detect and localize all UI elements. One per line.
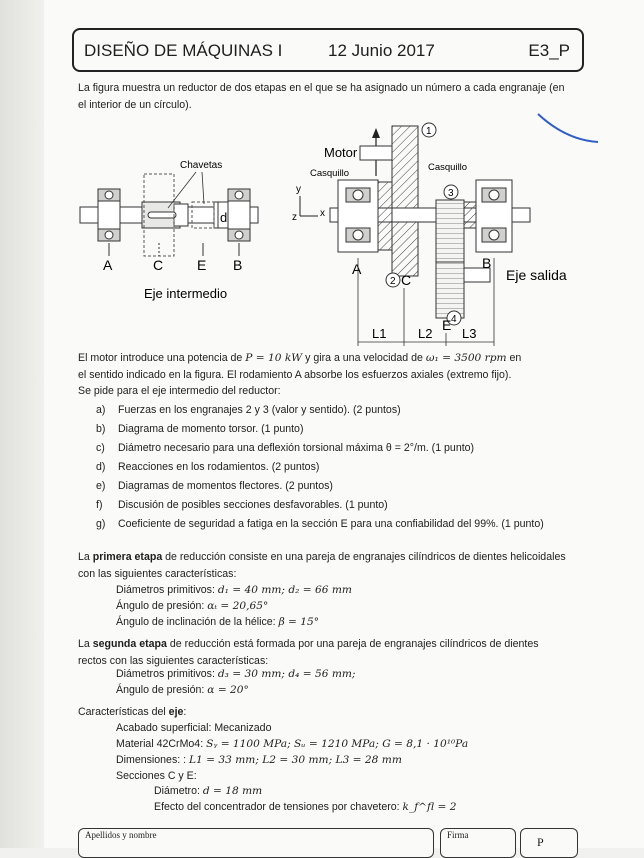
question-d: d) Reacciones en los rodamientos. (2 puntos) xyxy=(96,461,320,473)
left-point-e: E xyxy=(197,257,207,273)
gear-2-label: 2 xyxy=(390,276,396,287)
gear-4-label: 4 xyxy=(451,314,457,325)
shaft-diameter: Diámetro: d = 18 mm xyxy=(154,785,263,797)
dim-d: d xyxy=(220,210,228,225)
name-field[interactable]: Apellidos y nombre xyxy=(78,828,434,858)
shaft-kf: Efecto del concentrador de tensiones por chavetero: k_f^fl = 2 xyxy=(154,801,457,813)
shaft-material: Material 42CrMo4: Sᵧ = 1100 MPa; Sᵤ = 1210 MPa; G = 8,1 · 10¹⁰Pa xyxy=(116,738,469,750)
question-e: e) Diagramas de momentos flectores. (2 puntos) xyxy=(96,480,333,492)
label-casquillo-right: Casquillo xyxy=(428,162,468,173)
axis-x: x xyxy=(320,208,325,219)
stage1-intro: La primera etapa de reducción consiste en una pareja de engranajes cilíndricos de dientes helicoidales con las siguientes características: xyxy=(78,551,566,580)
stage1-diameters: Diámetros primitivos: d₁ = 40 mm; d₂ = 66 mm xyxy=(116,584,352,596)
page-shadow xyxy=(0,0,44,848)
left-point-c: C xyxy=(153,257,164,273)
right-point-a: A xyxy=(352,261,362,277)
power-value: P = 10 kW xyxy=(245,352,303,364)
intro-paragraph: La figura muestra un reductor de dos etapas en el que se ha asignado un número a cada engranaje (en el interior de un círculo). xyxy=(78,82,565,111)
speed-value: ω₁ = 3500 rpm xyxy=(425,352,507,364)
label-motor: Motor xyxy=(324,145,358,160)
question-a: a) Fuerzas en los engranajes 2 y 3 (valor y sentido). (2 puntos) xyxy=(96,404,401,416)
left-point-b: B xyxy=(233,257,243,273)
right-point-b: B xyxy=(482,255,492,271)
axis-y: y xyxy=(296,184,301,195)
label-casquillo-left: Casquillo xyxy=(310,168,350,179)
stage1-helix-angle: Ángulo de inclinación de la hélice: β = 15° xyxy=(116,616,320,628)
reducer-assembly-drawing xyxy=(292,123,567,346)
page-box: P xyxy=(520,828,578,858)
gear-1-label: 1 xyxy=(426,126,432,137)
stage2-pressure-angle: Ángulo de presión: α = 20° xyxy=(116,684,249,696)
label-eje-salida: Eje salida xyxy=(506,267,567,283)
dim-l2: L2 xyxy=(418,326,433,341)
course-title: DISEÑO DE MÁQUINAS I xyxy=(84,41,283,60)
axis-z: z xyxy=(292,212,297,223)
question-c: c) Diámetro necesario para una deflexión torsional máxima θ = 2°/m. (1 punto) xyxy=(96,442,475,454)
stage2-diameters: Diámetros primitivos: d₃ = 30 mm; d₄ = 56 mm; xyxy=(116,668,356,680)
intermediate-shaft-drawing xyxy=(80,160,258,301)
left-point-a: A xyxy=(103,257,113,273)
right-point-c: C xyxy=(401,272,412,288)
shaft-title: Características del eje: xyxy=(78,706,187,718)
exam-header xyxy=(72,28,584,72)
question-f: f) Discusión de posibles secciones desfavorables. (1 punto) xyxy=(96,499,388,511)
right-point-e: E xyxy=(442,317,452,333)
dim-l3: L3 xyxy=(462,326,477,341)
gear-3-label: 3 xyxy=(448,188,454,199)
left-caption: Eje intermedio xyxy=(144,286,228,301)
dim-l1: L1 xyxy=(372,326,387,341)
question-g: g) Coeficiente de seguridad a fatiga en la sección E para una confiabilidad del 99%. (1 punto) xyxy=(96,518,544,530)
shaft-dimensions: Dimensiones: : L1 = 33 mm; L2 = 30 mm; L3 = 28 mm xyxy=(116,754,402,766)
statement: El motor introduce una potencia de P = 10 kW y gira a una velocidad de ω₁ = 3500 rpm en el sentido indicado en la figura. El rodamiento A absorbe los esfuerzos axiales (extremo fijo). Se pide para el eje intermedio del reductor: xyxy=(78,352,522,397)
exam-code: E3_P xyxy=(528,41,570,60)
exam-date: 12 Junio 2017 xyxy=(328,41,435,60)
stage2-intro: La segunda etapa de reducción está formada por una pareja de engranajes cilíndricos de dientes rectos con las siguientes características: xyxy=(78,638,539,667)
signature-field[interactable]: Firma xyxy=(440,828,516,858)
label-chavetas: Chavetas xyxy=(180,160,223,171)
shaft-finish: Acabado superficial: Mecanizado xyxy=(116,722,272,734)
stage1-pressure-angle: Ángulo de presión: αₜ = 20,65° xyxy=(116,600,269,612)
reducer-figure xyxy=(70,118,590,346)
shaft-sections: Secciones C y E: xyxy=(116,770,197,782)
question-b: b) Diagrama de momento torsor. (1 punto) xyxy=(96,423,304,435)
